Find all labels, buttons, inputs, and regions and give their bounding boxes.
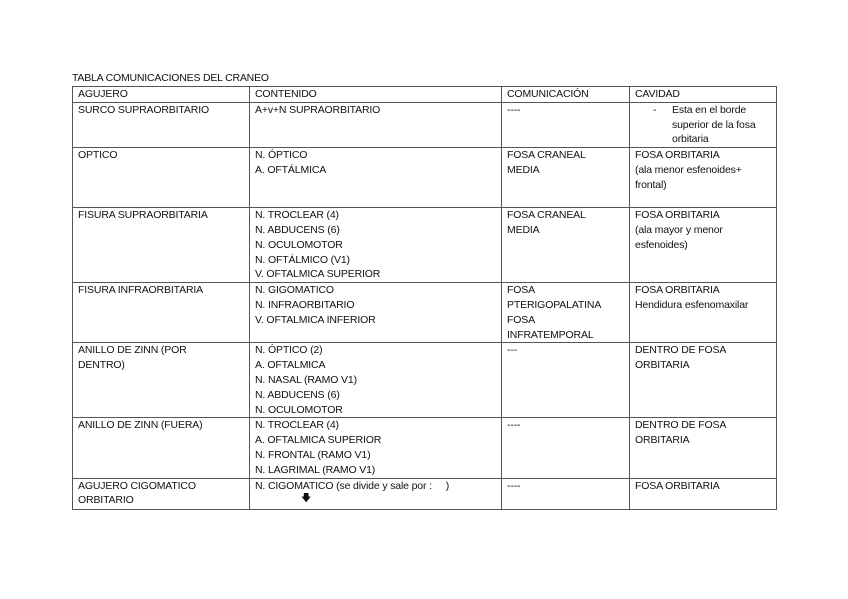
cell-text: ---- bbox=[507, 479, 521, 492]
table-row bbox=[73, 208, 777, 283]
cell-cavidad bbox=[630, 343, 777, 418]
cell-cavidad bbox=[630, 418, 777, 478]
cell-text: N. NASAL (RAMO V1) bbox=[255, 373, 357, 386]
cell-text: N. OCULOMOTOR bbox=[255, 403, 343, 416]
table-row bbox=[73, 418, 777, 478]
cell-text: N. GIGOMATICO bbox=[255, 284, 334, 297]
cell-text: A. OFTÁLMICA bbox=[255, 163, 327, 176]
arrow-down-icon: 🡇 bbox=[301, 493, 312, 505]
cell-text: N. OCULOMOTOR bbox=[255, 238, 343, 251]
cell-cavidad bbox=[630, 148, 777, 208]
cell-text: A. OFTALMICA bbox=[255, 359, 326, 372]
cell-text: PTERIGOPALATINA bbox=[507, 298, 602, 311]
cell-text: FOSA bbox=[507, 284, 535, 297]
cell-agujero bbox=[73, 478, 250, 509]
cell-text: FOSA bbox=[507, 313, 535, 326]
table-row bbox=[73, 102, 777, 147]
cell-text: N. ÓPTICO (2) bbox=[255, 344, 323, 357]
cell-text: MEDIA bbox=[507, 163, 540, 176]
cell-agujero bbox=[73, 418, 250, 478]
cell-text: DENTRO) bbox=[78, 359, 125, 372]
cell-text: SURCO SUPRAORBITARIO bbox=[78, 103, 209, 116]
cell-text: N. FRONTAL (RAMO V1) bbox=[255, 448, 371, 461]
table-title: TABLA COMUNICACIONES DEL CRANEO bbox=[72, 72, 269, 84]
cell-text: FOSA ORBITARIA bbox=[635, 479, 720, 492]
cell-text: superior de la fosa bbox=[672, 118, 756, 131]
cell-text: V. OFTALMICA SUPERIOR bbox=[255, 268, 381, 281]
header-comunicacion: COMUNICACIÓN bbox=[502, 87, 630, 103]
cell-text: N. INFRAORBITARIO bbox=[255, 298, 355, 311]
cell-text: ORBITARIO bbox=[78, 494, 134, 507]
cell-cavidad bbox=[630, 283, 777, 343]
cell-text: N. ABDUCENS (6) bbox=[255, 223, 340, 236]
table-row bbox=[73, 283, 777, 343]
cell-text: FISURA INFRAORBITARIA bbox=[78, 284, 204, 297]
cell-comunicacion bbox=[502, 102, 630, 147]
cell-text: N. LAGRIMAL (RAMO V1) bbox=[255, 463, 376, 476]
cell-cavidad bbox=[630, 478, 777, 509]
cell-text: DENTRO DE FOSA bbox=[635, 344, 727, 357]
cell-agujero bbox=[73, 148, 250, 208]
cell-text: AGUJERO CIGOMATICO bbox=[78, 479, 196, 492]
cell-text: FOSA ORBITARIA bbox=[635, 209, 720, 222]
cell-comunicacion bbox=[502, 283, 630, 343]
header-cavidad: CAVIDAD bbox=[630, 87, 777, 103]
cell-text: A+v+N SUPRAORBITARIO bbox=[255, 103, 381, 116]
cell-text: Hendidura esfenomaxilar bbox=[635, 298, 749, 311]
cell-contenido bbox=[250, 478, 502, 509]
cell-text: N. TROCLEAR (4) bbox=[255, 419, 339, 432]
header-contenido: CONTENIDO bbox=[250, 87, 502, 103]
cell-comunicacion bbox=[502, 343, 630, 418]
cell-text: OPTICO bbox=[78, 149, 118, 162]
cell-contenido bbox=[250, 343, 502, 418]
cell-agujero bbox=[73, 102, 250, 147]
cell-comunicacion bbox=[502, 208, 630, 283]
cell-text: ANILLO DE ZINN (FUERA) bbox=[78, 419, 203, 432]
bullet-dash: - bbox=[653, 103, 657, 116]
cell-comunicacion bbox=[502, 418, 630, 478]
cell-text: V. OFTALMICA INFERIOR bbox=[255, 313, 376, 326]
cell-text: ORBITARIA bbox=[635, 359, 690, 372]
cell-text: Esta en el borde bbox=[672, 103, 747, 116]
cell-text: N. OFTÁLMICO (V1) bbox=[255, 253, 350, 266]
cell-text: MEDIA bbox=[507, 223, 540, 236]
cell-text: N. ÓPTICO bbox=[255, 149, 308, 162]
cell-comunicacion bbox=[502, 148, 630, 208]
cell-text: esfenoides) bbox=[635, 238, 688, 251]
cell-text: FOSA ORBITARIA bbox=[635, 284, 720, 297]
cell-text: FOSA ORBITARIA bbox=[635, 149, 720, 162]
cell-text: N. CIGOMATICO (se divide y sale por : ) bbox=[255, 479, 450, 492]
cell-text: N. ABDUCENS (6) bbox=[255, 388, 340, 401]
table-row bbox=[73, 148, 777, 208]
table-row bbox=[73, 478, 777, 509]
cell-contenido bbox=[250, 208, 502, 283]
cell-text: (ala menor esfenoides+ bbox=[635, 163, 742, 176]
cell-text: ---- bbox=[507, 103, 521, 116]
cell-agujero bbox=[73, 208, 250, 283]
cell-text: (ala mayor y menor bbox=[635, 223, 723, 236]
cell-agujero bbox=[73, 283, 250, 343]
table-row bbox=[73, 343, 777, 418]
cell-text: --- bbox=[507, 344, 518, 357]
cell-agujero bbox=[73, 343, 250, 418]
cell-text: ---- bbox=[507, 419, 521, 432]
cell-text: N. TROCLEAR (4) bbox=[255, 209, 339, 222]
cell-text: DENTRO DE FOSA bbox=[635, 419, 727, 432]
cell-text: A. OFTALMICA SUPERIOR bbox=[255, 434, 382, 447]
cell-text: orbitaria bbox=[672, 133, 709, 146]
cell-contenido bbox=[250, 102, 502, 147]
cell-cavidad bbox=[630, 208, 777, 283]
header-agujero: AGUJERO bbox=[73, 87, 250, 103]
cell-contenido bbox=[250, 283, 502, 343]
cell-text: FOSA CRANEAL bbox=[507, 149, 586, 162]
cell-text: FISURA SUPRAORBITARIA bbox=[78, 209, 208, 222]
cell-text: frontal) bbox=[635, 178, 667, 191]
communications-table bbox=[72, 86, 777, 510]
cell-text: FOSA CRANEAL bbox=[507, 209, 586, 222]
cell-text: ANILLO DE ZINN (POR bbox=[78, 344, 187, 357]
cell-contenido bbox=[250, 148, 502, 208]
cell-contenido bbox=[250, 418, 502, 478]
cell-comunicacion bbox=[502, 478, 630, 509]
header-row bbox=[73, 87, 777, 103]
cell-cavidad bbox=[630, 102, 777, 147]
cell-text: ORBITARIA bbox=[635, 434, 690, 447]
bullet-item bbox=[635, 103, 773, 147]
cell-text: INFRATEMPORAL bbox=[507, 328, 594, 341]
